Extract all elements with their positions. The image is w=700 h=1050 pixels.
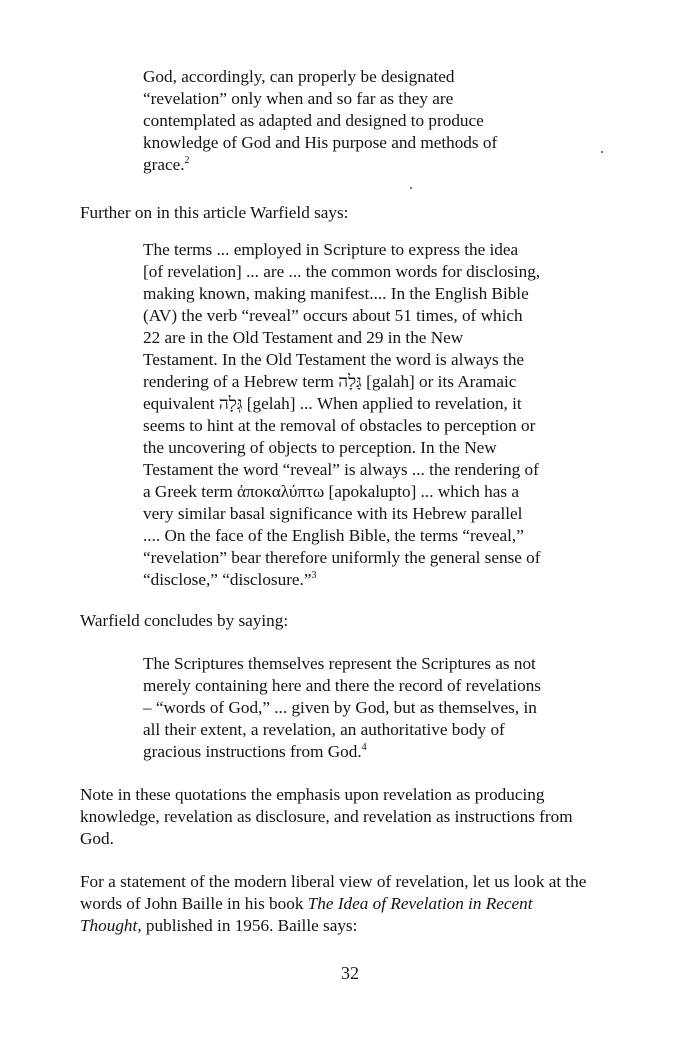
scan-speck [410,187,412,189]
text-line: rendering of a Hebrew term גָּלָה [galah] or its Aramaic [143,372,517,391]
text-fragment: , published in 1956. Baille says: [137,916,358,935]
text-line: [of revelation] ... are ... the common words for disclosing, [143,262,541,281]
intro-paragraph-3 [80,610,640,632]
book-title: The Idea of Revelation in Recent [307,894,533,913]
intro-paragraph-2 [80,202,640,224]
text-line: seems to hint at the removal of obstacles to perception or [143,416,536,435]
text-fragment: “disclose,” “disclosure.” [143,570,312,589]
footnote-marker: 4 [361,742,367,753]
text-line: (AV) the verb “reveal” occurs about 51 times, of which [143,306,523,325]
scan-speck [601,151,603,153]
text-line: .... On the face of the English Bible, the terms “reveal,” [143,526,524,545]
text-line: Note in these quotations the emphasis upon revelation as producing [80,785,545,804]
text-line: 22 are in the Old Testament and 29 in the New [143,328,464,347]
text-line: contemplated as adapted and designed to produce [143,111,484,130]
text-line: knowledge, revelation as disclosure, and revelation as instructions from [80,807,573,826]
text-line [80,915,640,937]
text-line: a Greek term ἀποκαλύπτω [apokalupto] ... which has a [143,482,519,501]
text-fragment: gracious instructions from God. [143,742,362,761]
block-quote-2 [143,239,563,591]
text-line: Further on in this article Warfield says: [80,203,349,222]
text-line [143,741,563,763]
text-line: the uncovering of objects to perception. In the New [143,438,497,457]
text-line: Testament. In the Old Testament the word is always the [143,350,525,369]
text-line: equivalent גְּלָה [gelah] ... When applied to revelation, it [143,394,522,413]
text-line: making known, making manifest.... In the English Bible [143,284,529,303]
text-line: The terms ... employed in Scripture to express the idea [143,240,519,259]
page-number: 32 [341,963,359,983]
block-quote-3 [143,653,563,763]
text-line: – “words of God,” ... given by God, but as themselves, in [143,698,537,717]
text-line: For a statement of the modern liberal view of revelation, let us look at the [80,872,587,891]
book-title: Thought [80,916,138,935]
text-line: very similar basal significance with its Hebrew parallel [143,504,523,523]
text-line: God. [80,829,114,848]
statement-paragraph [80,871,640,937]
text-line: merely containing here and there the record of revelations [143,676,541,695]
text-line [80,893,640,915]
text-line: “revelation” bear therefore uniformly the general sense of [143,548,541,567]
text-line: “revelation” only when and so far as they are [143,89,454,108]
text-line: knowledge of God and His purpose and methods of [143,133,498,152]
text-fragment: grace. [143,155,185,174]
text-line: all their extent, a revelation, an authoritative body of [143,720,505,739]
text-line [143,154,563,176]
text-fragment: words of John Baille in his book [80,894,308,913]
footnote-marker: 3 [311,570,317,581]
text-line: The Scriptures themselves represent the Scriptures as not [143,654,536,673]
text-line: God, accordingly, can properly be designated [143,67,455,86]
text-line [143,569,563,591]
text-line: Warfield concludes by saying: [80,611,289,630]
block-quote-1 [143,66,563,176]
text-line: Testament the word “reveal” is always ... the rendering of [143,460,539,479]
footnote-marker: 2 [184,155,190,166]
note-paragraph [80,784,640,850]
